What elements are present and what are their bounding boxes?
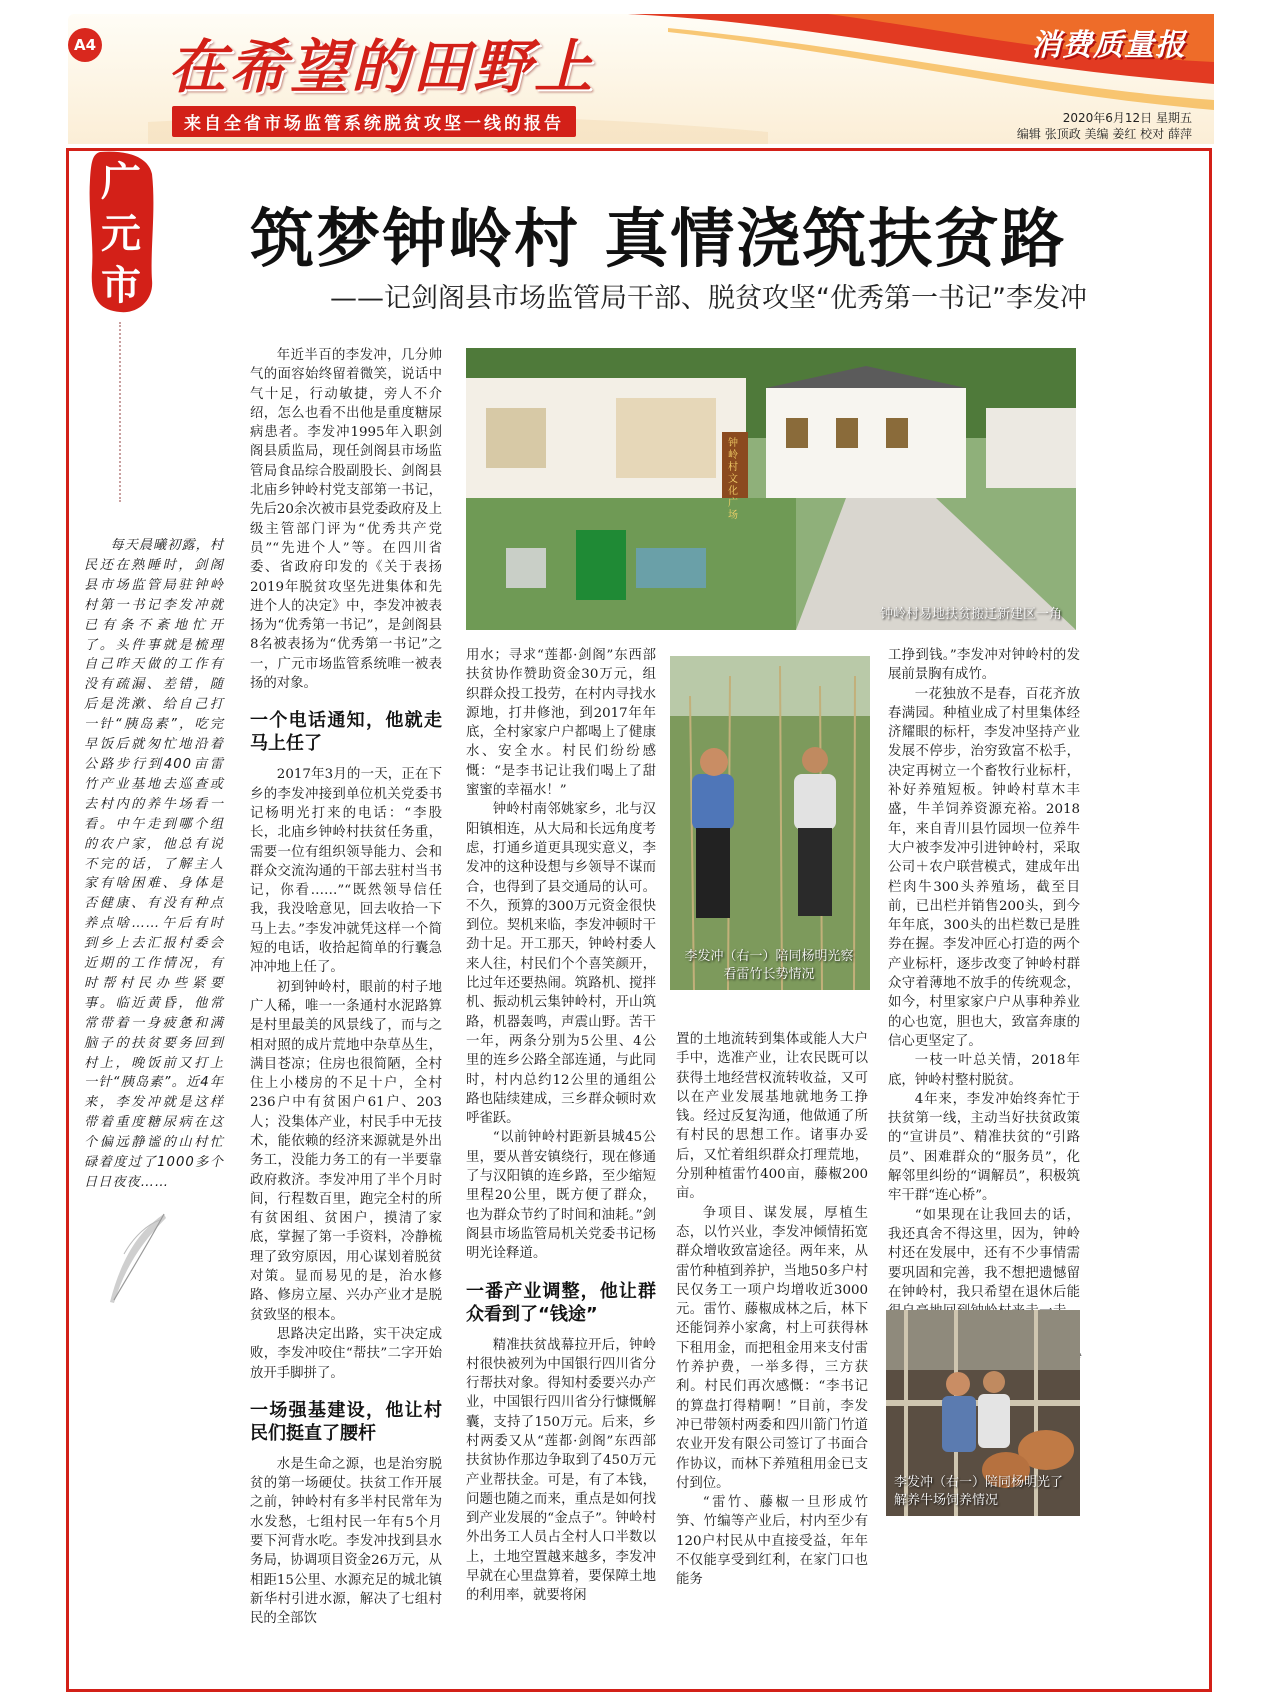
region-label bbox=[86, 150, 156, 315]
village-scene bbox=[466, 348, 1076, 630]
village-photo-caption: 钟岭村易地扶贫搬迁新建区一角 bbox=[879, 607, 1062, 622]
region-name-text: 广元市 bbox=[101, 158, 141, 309]
paragraph: 置的土地流转到集体或能人大户手中，选准产业，让农民既可以获得土地经营权流转收益，又可以在产业发展基地就地务工挣钱。经过反复沟通，他做通了所有村民的思想工作。诸事办妥后，又忙着组织群众打理荒地，分别种植雷竹400亩，藤椒200亩。 bbox=[676, 1032, 868, 1202]
article-column-5 bbox=[888, 646, 1080, 1370]
newspaper-name: 消费质量报 bbox=[1031, 28, 1186, 63]
section-heading: 一场强基建设，他让村民们挺直了腰杆 bbox=[250, 1399, 442, 1444]
date-line bbox=[1017, 110, 1192, 142]
paragraph: “雷竹、藤椒一旦形成竹笋、竹编等产业后，村内至少有120户村民从中直接受益，年年不仅能享受到红利，在家门口也能务 bbox=[676, 1495, 868, 1588]
intro-column bbox=[84, 536, 224, 1193]
paragraph: 年近半百的李发冲，几分帅气的面容始终留着微笑，说话中气十足，行动敏捷，旁人不介绍，怎么也看不出他是重度糖尿病患者。李发冲1995年入职剑阁县质监局，现任剑阁县市场监管局食品综合股副股长、剑阁县北庙乡钟岭村党支部第一书记，先后20余次被市县党委政府及上级主管部门评为“优秀共产党员”“先进个人”等。在四川省委、省政府印发的《关于表扬2019年脱贫攻坚先进集体和先进个人的决定》中，李发冲被表扬为“优秀第一书记”，是剑阁县8名被表扬为“优秀第一书记”之一，广元市场监管系统唯一被表扬的对象。 bbox=[250, 348, 442, 692]
article-column-3 bbox=[466, 646, 656, 1606]
intro-text: 每天晨曦初露，村民还在熟睡时，剑阁县市场监管局驻钟岭村第一书记李发冲就已有条不紊地忙开了。头件事就是梳理自己昨天做的工作有没有疏漏、差错，随后是洗漱、给自己打一针“胰岛素”，吃完早饭后就匆忙地沿着公路步行到400亩雷竹产业基地去巡查或去村内的养牛场看一看。中午走到哪个组的农户家，他总有说不完的话，了解主人家有啥困难、身体是否健康、有没有种点养点啥……午后有时到乡上去汇报村委会近期的工作情况，有时帮村民办些紧要事。临近黄昏，他常常带着一身疲惫和满脑子的扶贫要务回到村上，晚饭前又打上一针“胰岛素”。近4年来，李发冲就是这样带着重度糖尿病在这个偏远静谧的山村忙碌着度过了1000多个日日夜夜…… bbox=[84, 538, 224, 1190]
paragraph: 争项目、谋发展，厚植生态，以竹兴业，李发冲倾情拓宽群众增收致富途径。两年来，从雷竹种植到养护，当地50多户村民仅务工一项户均增收近3000元。雷竹、藤椒成林之后，林下还能饲养小家禽，村上可获得林下租用金，而把租金用来支付雷竹养护费，一举多得，三方获利。村民们再次感慨：“李书记的算盘打得精啊！”目前，李发冲已带领村两委和四川箭门竹道农业开发有限公司签订了书面合作协议，而林下养殖租用金已支付到位。 bbox=[676, 1205, 868, 1491]
paragraph: 2017年3月的一天，正在下乡的李发冲接到单位机关党委书记杨明光打来的电话：“李股长，北庙乡钟岭村扶贫任务重，需要一位有组织领导能力、会和群众交流沟通的干部去驻村当书记，你看……”“既然领导信任我，我没啥意见，回去收拾一下马上去。”李发冲就凭这样一个简短的电话，收拾起简单的行囊急冲冲地上任了。 bbox=[250, 767, 442, 976]
paragraph: “如果现在让我回去的话，我还真舍不得这里，因为，钟岭村还在发展中，还有不少事情需要巩固和完善，我不想把遗憾留在钟岭村，我只希望在退休后能 bbox=[888, 1207, 1080, 1300]
paragraph: 水是生命之源，也是治穷脱贫的第一场硬仗。扶贫工作开展之前，钟岭村有多半村民常年为水发愁，七组村民一年有5个月要下河背水吃。李发冲找到县水务局，协调项目资金26万元，从相距15公里、水源充足的城北镇新华村引进水源，解决了七组村民的全部饮 bbox=[250, 1456, 442, 1627]
paragraph: 精准扶贫战幕拉开后，钟岭村很快被列为中国银行四川省分行帮扶对象。得知村委要兴办产业，中国银行四川省分行慷慨解囊，支持了150万元。后来，乡村两委又从“莲都·剑阁”东西部扶贫协作那边争取到了450万元产业帮扶金。可是，有了本钱，问题也随之而来，重点是如何找到产业发展的“金点子”。钟岭村外出务工人员占全村人口半数以上，土地空置越来越多，李发冲早就在心里盘算着，要保障土地的利用率，就要将闲 bbox=[466, 1337, 656, 1604]
paragraph: 思路决定出路，实干决定成败，李发冲咬住“帮扶”二字开始放开手脚拼了。 bbox=[250, 1326, 442, 1381]
paragraph: “以前钟岭村距新县城45公里，要从普安镇绕行，现在修通了与汉阳镇的连乡路，至少缩短里程20公里，既方便了群众，也为群众节约了时间和油耗。”剑阁县市场监管局机关党委书记杨明光诠释道。 bbox=[466, 1130, 656, 1262]
article-column-2 bbox=[250, 346, 442, 1629]
paragraph: 一枝一叶总关情，2018年底，钟岭村整村脱贫。 bbox=[888, 1053, 1080, 1088]
dotted-divider bbox=[119, 322, 121, 502]
paragraph: 4年来，李发冲始终奔忙于扶贫第一线，主动当好扶贫政策的“宣讲员”、精准扶贫的“引路员”、困难群众的“服务员”，化解邻里纠纷的“调解员”，积极筑牢干群“连心桥”。 bbox=[888, 1091, 1080, 1204]
section-heading: 一番产业调整，他让群众看到了“钱途” bbox=[466, 1280, 656, 1325]
section-heading: 一个电话通知，他就走马上任了 bbox=[250, 710, 442, 755]
issue-date: 2020年6月12日 星期五 bbox=[1062, 111, 1192, 125]
quill-icon bbox=[100, 1210, 170, 1310]
paragraph: 工挣到钱。”李发冲对钟岭村的发展前景胸有成竹。 bbox=[888, 648, 1080, 683]
series-subtitle: 来自全省市场监管系统脱贫攻坚一线的报告 bbox=[172, 106, 576, 137]
cattle-farm-photo bbox=[886, 1310, 1080, 1516]
masthead bbox=[68, 14, 1214, 144]
article-column-4 bbox=[676, 1030, 868, 1590]
paragraph: 钟岭村南邻姚家乡，北与汉阳镇相连，从大局和长远角度考虑，打通乡道更具现实意义，李发冲的这种设想与乡领导不谋而合，也得到了县交通局的认可。不久，预算的300万元资金很快到位。契机来临，李发冲顿时干劲十足。开工那天，钟岭村委人来人往，村民们个个喜笑颜开，比过年还要热闹。筑路机、搅拌机、振动机云集钟岭村，开山筑路，机器轰鸣，声震山野。苦干一年，两条分别为5公里、4公里的连乡公路全部连通，与此同时，村内总约12公里的通组公路也陆续建成，三乡群众顿时欢呼雀跃。 bbox=[466, 802, 656, 1127]
village-photo bbox=[466, 348, 1076, 630]
bamboo-photo bbox=[670, 656, 870, 990]
cattle-farm-photo-caption: 李发冲（右一）陪同杨明光了解养牛场饲养情况 bbox=[894, 1475, 1064, 1508]
village-sign bbox=[728, 438, 742, 522]
article-headline: 筑梦钟岭村 真情浇筑扶贫路 bbox=[250, 203, 1067, 277]
region-name bbox=[86, 156, 156, 312]
editor-credits: 编辑 张顶政 美编 姜红 校对 薛萍 bbox=[1016, 127, 1192, 141]
bamboo-photo-caption: 李发冲（右一）陪同杨明光察看雷竹长势情况 bbox=[684, 949, 854, 982]
paragraph: 初到钟岭村，眼前的村子地广人稀，唯一一条通村水泥路算是村里最美的风景线了，而与之相对照的成片荒地中杂草丛生，满目苍凉；住房也很简陋，全村住上小楼房的不足十户，全村236户中有贫困户61户、203人；没集体产业，村民手中无技术，能依赖的经济来源就是外出务工，没能力务工的有一半要靠政府救济。李发冲用了半个月时间，行程数百里，跑完全村的所有贫困组、贫困户，摸清了家底，掌握了第一手资料，冷静梳理了致穷原因，用心谋划着脱贫对策。显而易见的是，治水修路、修房立屋、兴办产业才是脱贫致坚的根本。 bbox=[250, 979, 442, 1323]
page-number-badge: A4 bbox=[68, 28, 102, 62]
bamboo-scene bbox=[670, 656, 870, 990]
article-subheadline: ——记剑阁县市场监管局干部、脱贫攻坚“优秀第一书记”李发冲 bbox=[330, 283, 1087, 314]
paragraph: 一花独放不是春，百花齐放春满园。种植业成了村里集体经济耀眼的标杆，李发冲坚持产业发展不停步，治穷致富不松手，决定再树立一个畜牧行业标杆，补好养殖短板。钟岭村草木丰盛，牛羊饲养资源充裕。2018年，来自青川县竹园坝一位养牛大户被李发冲引进钟岭村，采取公司＋农户联营模式，建成年出栏肉牛300头养殖场，截至目前，已出栏并销售200头，到今年年底，300头的出栏数已是胜券在握。李发冲匠心打造的两个产业标杆，逐步改变了钟岭村群众守着薄地不放手的传统观念，如今，村里家家户户从事种养业的心也宽，胆也大，致富奔康的信心更坚定了。 bbox=[888, 686, 1080, 1049]
village-sign-text: 钟岭村文化广场 bbox=[728, 438, 738, 521]
paragraph: 用水；寻求“莲都·剑阁”东西部扶贫协作赞助资金30万元，组织群众投工投劳，在村内寻找水源地，打井修池，到2017年年底，全村家家户户都喝上了健康水、安全水。村民们纷纷感慨：“是李书记让我们喝上了甜蜜蜜的幸福水！” bbox=[466, 648, 656, 799]
series-title: 在希望的田野上 bbox=[168, 33, 596, 101]
